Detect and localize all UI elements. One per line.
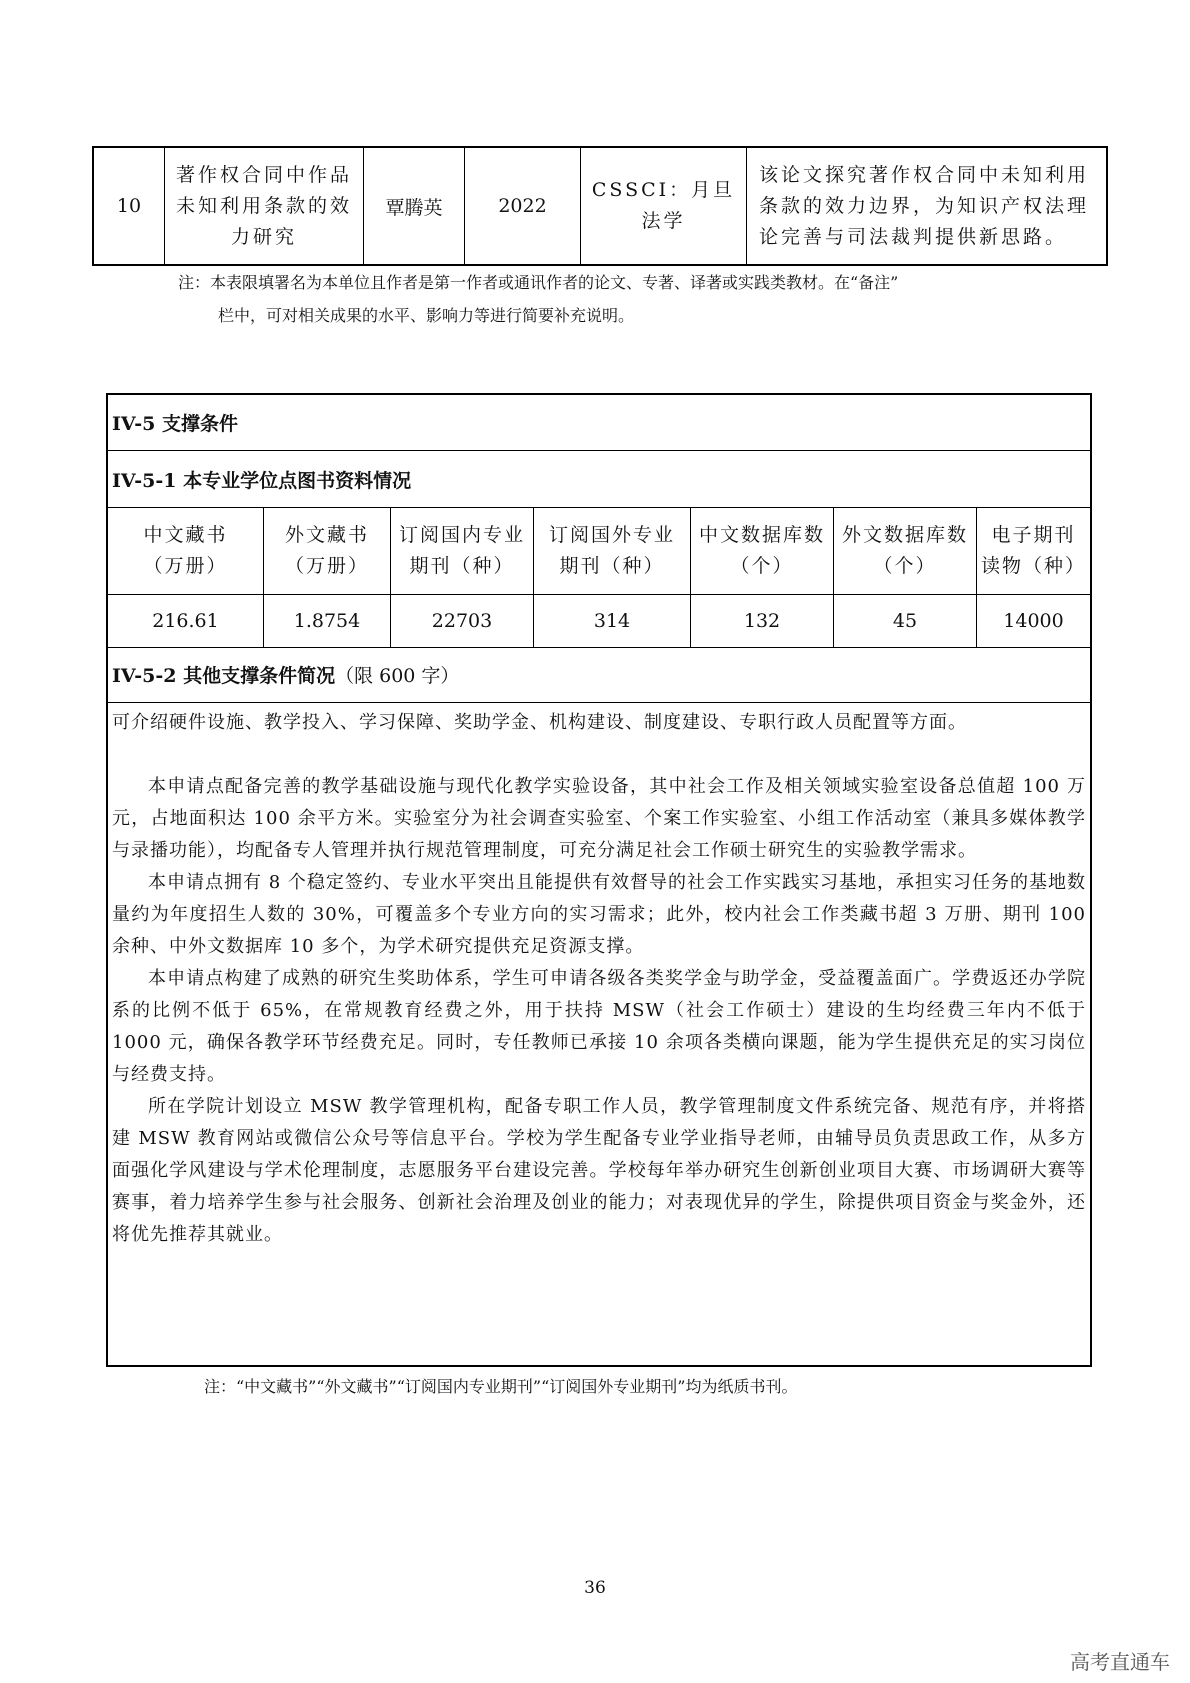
paper-journal-cell bbox=[581, 147, 747, 265]
support-conditions-box bbox=[106, 393, 1092, 1367]
paper-title: 著作权合同中作品未知利用条款的效力研究 bbox=[175, 163, 352, 248]
paper-remark: 该论文探究著作权合同中未知利用条款的效力边界，为知识产权法理论完善与司法裁判提供新思路。 bbox=[759, 163, 1090, 248]
paper-title-cell bbox=[165, 147, 364, 265]
value-cell: 1.8754 bbox=[264, 595, 391, 648]
paper-journal: CSSCI：月旦法学 bbox=[591, 179, 736, 232]
value-cell: 45 bbox=[834, 595, 977, 648]
paragraph: 本申请点配备完善的教学基础设施与现代化教学实验设备，其中社会工作及相关领域实验室设备总值超 100 万元，占地面积达 100 余平方米。实验室分为社会调查实验室、个案工作实验室、小组工作活动室（兼具多媒体教学与录播功能），均配备专人管理并执行规范管理制度，可充分满足社会工作硕士研究生的实验教学需求。 bbox=[112, 776, 1086, 861]
value-cell: 314 bbox=[534, 595, 691, 648]
value-cell: 216.61 bbox=[108, 595, 264, 648]
header-cell: 中文藏书 （万册） bbox=[108, 508, 264, 595]
paragraph: 本申请点拥有 8 个稳定签约、专业水平突出且能提供有效督导的社会工作实践实习基地，承担实习任务的基地数量约为年度招生人数的 30%，可覆盖多个专业方向的实习需求；此外，校内社会工作类藏书超 3 万册、期刊 100 余种、中外文数据库 10 多个，为学术研究提供充足资源支撑。 bbox=[112, 872, 1086, 957]
book-value-row bbox=[108, 595, 1090, 648]
paper-remark-cell bbox=[747, 147, 1108, 265]
header-cell: 电子期刊 读物（种） bbox=[977, 508, 1091, 595]
paragraph: 所在学院计划设立 MSW 教学管理机构，配备专职工作人员，教学管理制度文件系统完备、规范有序，并将搭建 MSW 教育网站或微信公众号等信息平台。学校为学生配备专业学业指导老师，由辅导员负责思政工作，从多方面强化学风建设与学术伦理制度，志愿服务平台建设完善。学校每年举办研究生创新创业项目大赛、市场调研大赛等赛事，着力培养学生参与社会服务、创新社会治理及创业的能力；对表现优异的学生，除提供项目资金与奖金外，还将优先推荐其就业。 bbox=[112, 1096, 1086, 1245]
subsection1-title: IV-5-1 本专业学位点图书资料情况 bbox=[108, 451, 1090, 508]
paragraph: 本申请点构建了成熟的研究生奖助体系，学生可申请各级各类奖学金与助学金，受益覆盖面广。学费返还办学院系的比例不低于 65%，在常规教育经费之外，用于扶持 MSW（社会工作硕士）建设的生均经费三年内不低于 1000 元，确保各教学环节经费充足。同时，专任教师已承接 10 余项各类横向课题，能为学生提供充足的实习岗位与经费支持。 bbox=[112, 968, 1086, 1085]
value-cell: 22703 bbox=[391, 595, 534, 648]
header-cell: 外文藏书 （万册） bbox=[264, 508, 391, 595]
header-cell: 外文数据库数 （个） bbox=[834, 508, 977, 595]
word-limit: （限 600 字） bbox=[335, 665, 460, 687]
watermark: 高考直通车 bbox=[1070, 1650, 1170, 1674]
header-cell: 订阅国外专业 期刊（种） bbox=[534, 508, 691, 595]
support-intro: 可介绍硬件设施、教学投入、学习保障、奖助学金、机构建设、制度建设、专职行政人员配置等方面。 bbox=[112, 712, 967, 733]
paper-year: 2022 bbox=[465, 147, 581, 265]
support-note: 注：“中文藏书”“外文藏书”“订阅国内专业期刊”“订阅国外专业期刊”均为纸质书刊。 bbox=[204, 1377, 798, 1396]
section-title: IV-5 支撑条件 bbox=[108, 395, 1090, 451]
page-number: 36 bbox=[584, 1578, 606, 1598]
book-header-row bbox=[108, 508, 1090, 595]
subsection2-title: IV-5-2 其他支撑条件简况 （限 600 字） bbox=[108, 647, 1090, 703]
value-cell: 14000 bbox=[977, 595, 1091, 648]
row-index: 10 bbox=[93, 147, 165, 265]
support-body bbox=[112, 771, 1086, 1251]
header-cell: 订阅国内专业 期刊（种） bbox=[391, 508, 534, 595]
paper-author: 覃腾英 bbox=[364, 147, 465, 265]
book-resources-table bbox=[108, 508, 1090, 648]
paper-table bbox=[92, 146, 1108, 266]
table-note-line2: 栏中，可对相关成果的水平、影响力等进行简要补充说明。 bbox=[218, 306, 635, 325]
table-row bbox=[93, 147, 1107, 265]
header-cell: 中文数据库数 （个） bbox=[691, 508, 834, 595]
table-note-line1: 注：本表限填署名为本单位且作者是第一作者或通讯作者的论文、专著、译著或实践类教材。在“备注” bbox=[178, 273, 899, 292]
value-cell: 132 bbox=[691, 595, 834, 648]
